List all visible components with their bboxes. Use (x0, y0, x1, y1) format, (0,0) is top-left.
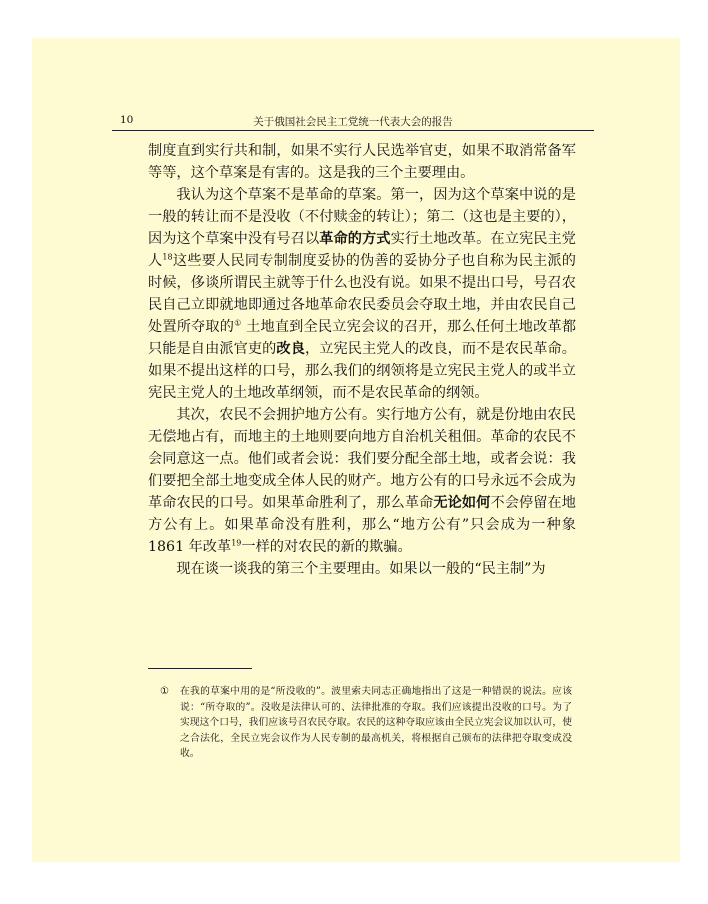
paragraph-4: 现在谈一谈我的第三个主要理由。如果以一般的“民主制”为 (176, 561, 546, 577)
paragraph-3-text-a: 其次，农民不会拥护地方公有。实行地方公有，就是份地由农民无偿地占有，而地主的土地则要向地方自治机关租佃。革命的农民不会同意这一点。他们或者会说：我们要分配全部土地，或者会说：我们要把全部土地变成全体人民的财产。地方公有的口号永远不会成为革命农民的口号。如果革命胜利了，那么革命 (148, 407, 576, 511)
page-header (112, 110, 594, 130)
paragraph-3-text-b: 不会停留在地方公有上。如果革命没有胜利，那么“地方公有”只会成为一种象 1861 年改革 (148, 495, 576, 555)
paragraph-2-text-e: ，立宪民主党人的改良，而不是农民革命。如果不提出这样的口号，那么我们的纲领将是立宪民主党人的或半立宪民主党人的土地改革纲领，而不是农民革命的纲领。 (148, 341, 576, 401)
paragraph-2-text-a: 我认为这个草案不是革命的草案。第一，因为这个草案中说的是一般的转让而不是没收（不付赎金的转让）；第二（这也是主要的），因为这个草案中没有号召以 (148, 187, 576, 247)
paragraph-2-text-b: 实行土地改革。在立宪民主党人 (148, 231, 576, 269)
emphasis-revolutionary-way: 革命的方式 (319, 231, 391, 247)
emphasis-in-any-case: 无论如何 (433, 495, 491, 511)
reference-note-19[interactable]: 19 (231, 538, 242, 548)
footnote-text: 在我的草案中用的是“所没收的”。波里索夫同志正确地指出了这是一种错误的说法。应该说：“所夺取的”。没收是法律认可的、法律批准的夺取。我们应该提出没收的口号。为了实现这个口号，我们应该号召农民夺取。农民的这种夺取应该由全民立宪会议加以认可，使之合法化，全民立宪会议作为人民专制的最高机关，将根据自己颁布的法律把夺取变成没收。 (180, 686, 572, 759)
main-text (148, 140, 576, 580)
footnote-reference[interactable]: ① (234, 318, 242, 328)
paragraph-2 (148, 184, 576, 404)
paragraph-2-text-d: 土地直到全民立宪会议的召开，那么任何土地改革都只能是自由派官吏的 (148, 319, 577, 357)
header-rule (112, 130, 594, 131)
footnote-marker: ① (160, 686, 169, 697)
paragraph-3-text-c: 一样的对农民的新的欺骗。 (241, 539, 412, 555)
footnote (160, 684, 572, 762)
footnote-rule (148, 668, 252, 669)
paragraph-2-text-c: 这些要人民同专制制度妥协的伪善的妥协分子也自称为民主派的时候，侈谈所谓民主就等于什么也没有说。如果不提出口号，号召农民自己立即就地即通过各地革命农民委员会夺取土地，并由农民自己处置所夺取的 (148, 253, 576, 335)
paragraph-3 (148, 404, 576, 558)
reference-note-18[interactable]: 18 (162, 252, 173, 262)
emphasis-reform: 改良 (276, 341, 305, 357)
running-title: 关于俄国社会民主工党统一代表大会的报告 (253, 116, 453, 128)
page-number: 10 (120, 114, 134, 126)
paragraph-1: 制度直到实行共和制，如果不实行人民选举官吏，如果不取消常备军等等，这个草案是有害的。这是我的三个主要理由。 (148, 143, 576, 181)
